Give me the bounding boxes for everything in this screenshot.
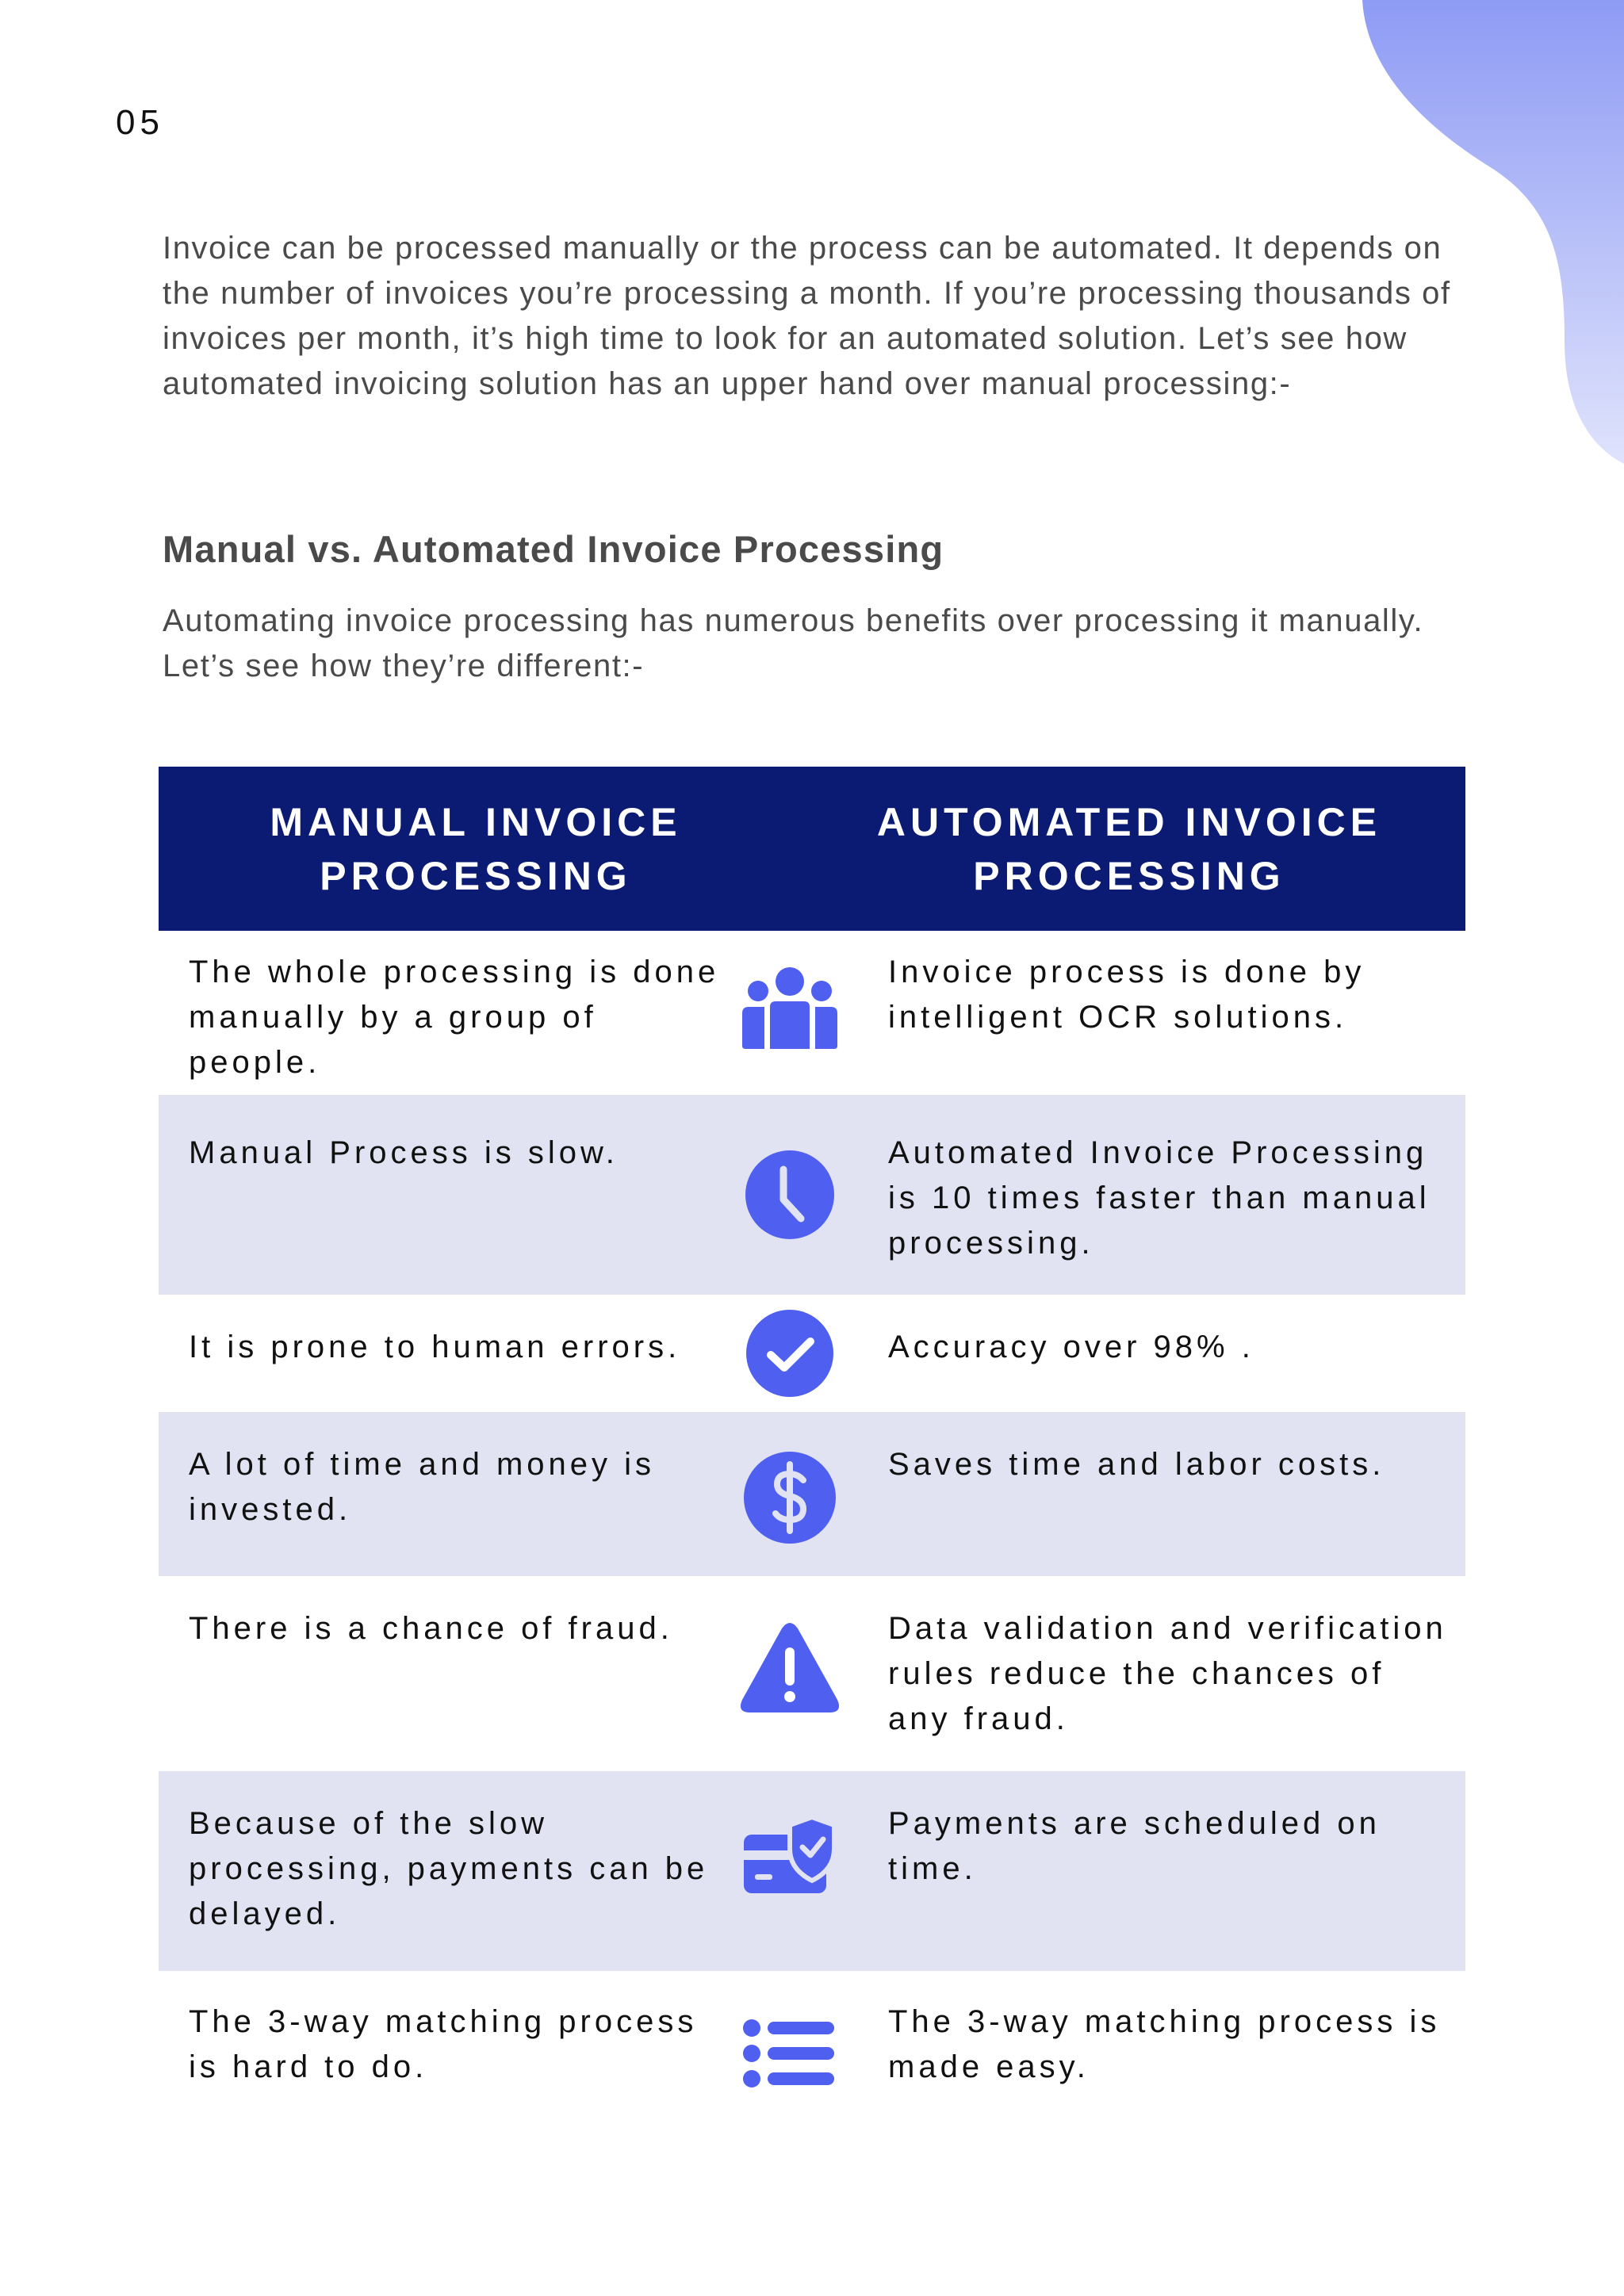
table-row	[159, 931, 1465, 1095]
manual-cell: A lot of time and money is invested.	[189, 1447, 656, 1527]
section-description: Automating invoice processing has numerous benefits over processing it manually. Let’s see how they’re different:-	[163, 603, 1424, 683]
page-number: 05	[116, 103, 164, 142]
table-row	[159, 1576, 1465, 1771]
secure-payment-icon	[734, 1803, 845, 1914]
manual-cell: Manual Process is slow.	[189, 1135, 619, 1170]
table-row	[159, 1295, 1465, 1412]
table-row	[159, 1971, 1465, 2130]
header-automated: AUTOMATED INVOICE PROCESSING	[876, 799, 1382, 898]
automated-cell: The 3-way matching process is made easy.	[888, 2004, 1441, 2084]
automated-cell: Automated Invoice Processing is 10 times faster than manual processing.	[888, 1135, 1431, 1261]
check-circle-icon	[734, 1298, 845, 1409]
manual-cell: It is prone to human errors.	[189, 1330, 681, 1364]
automated-cell: Data validation and verification rules reduce the chances of any fraud.	[888, 1611, 1447, 1736]
comparison-table	[159, 767, 1465, 2130]
table-row	[159, 1412, 1465, 1576]
automated-cell: Saves time and labor costs.	[888, 1447, 1385, 1482]
table-row	[159, 1095, 1465, 1295]
clock-icon	[734, 1139, 845, 1250]
manual-cell: The 3-way matching process is hard to do.	[189, 2004, 698, 2084]
automated-cell: Invoice process is done by intelligent OCR solutions.	[888, 955, 1365, 1035]
manual-cell: The whole processing is done manually by a group of people.	[189, 955, 720, 1080]
manual-cell: Because of the slow processing, payments can be delayed.	[189, 1806, 709, 1931]
warning-icon	[734, 1614, 845, 1725]
table-row	[159, 1771, 1465, 1971]
section-title: Manual vs. Automated Invoice Processing	[163, 528, 944, 570]
list-icon	[734, 1998, 845, 2109]
automated-cell: Payments are scheduled on time.	[888, 1806, 1381, 1886]
intro-paragraph: Invoice can be processed manually or the process can be automated. It depends on the number of invoices you’re processing a month. If you’re processing thousands of invoices per month, it’s high time to look for an automated solution. Let’s see how automated invoicing solution has an upper hand over manual processing:-	[163, 231, 1451, 401]
table-header	[159, 767, 1465, 931]
dollar-icon	[734, 1442, 845, 1553]
group-icon	[734, 958, 845, 1069]
manual-cell: There is a chance of fraud.	[189, 1611, 673, 1646]
header-manual: MANUAL INVOICE PROCESSING	[270, 799, 682, 898]
automated-cell: Accuracy over 98% .	[888, 1330, 1254, 1364]
